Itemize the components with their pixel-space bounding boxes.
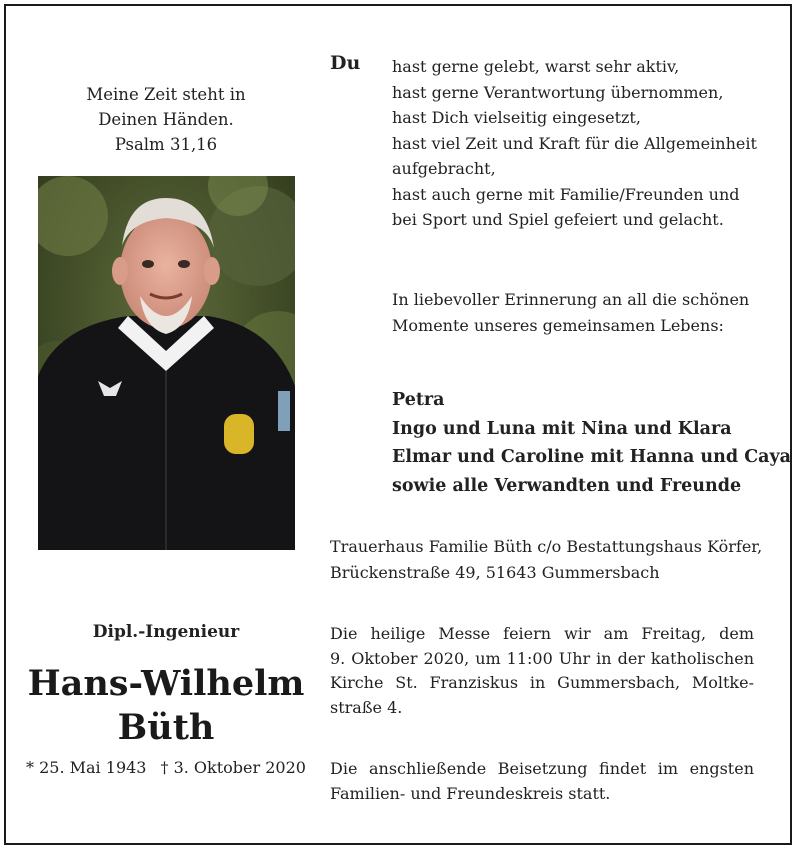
memory-line: In liebevoller Erinnerung an all die schönen — [392, 290, 750, 309]
portrait-photo — [38, 176, 295, 550]
birth-date: * 25. Mai 1943 — [26, 758, 147, 777]
mass-line: Kirche St. Franziskus in Gummersbach, Moltke- — [330, 673, 754, 692]
mass-line: straße 4. — [330, 697, 403, 717]
address-line: Brückenstraße 49, 51643 Gummersbach — [330, 563, 660, 582]
mourner-line: Elmar und Caroline mit Hanna und Caya — [392, 447, 791, 467]
poem-line: aufgebracht, — [392, 159, 496, 178]
portrait-photo-icon — [38, 176, 295, 550]
poem-line: hast auch gerne mit Familie/Freunden und — [392, 184, 740, 204]
mourning-address — [330, 534, 763, 586]
poem-line: hast gerne gelebt, warst sehr aktiv, — [392, 57, 680, 76]
mourner-line: sowie alle Verwandten und Freunde — [392, 475, 742, 496]
memory-line: Momente unseres gemeinsamen Lebens: — [392, 315, 724, 335]
poem-line: hast viel Zeit und Kraft für die Allgemeinheit — [392, 133, 757, 153]
deceased-name — [0, 662, 332, 750]
death-date: † 3. Oktober 2020 — [160, 758, 306, 777]
mourner-line: Ingo und Luna mit Nina und Klara — [392, 418, 732, 439]
poem-line: hast Dich vielseitig eingesetzt, — [392, 108, 641, 127]
mass-line: Die heilige Messe feiern wir am Freitag, dem — [330, 624, 754, 643]
mourners-list — [392, 386, 791, 500]
quote-line: Meine Zeit steht in — [86, 85, 246, 104]
address-line: Trauerhaus Familie Büth c/o Bestattungshaus Körfer, — [330, 537, 763, 556]
burial-line: Familien- und Freundeskreis statt. — [330, 783, 611, 803]
mass-line: 9. Oktober 2020, um 11:00 Uhr in der katholischen — [330, 648, 754, 668]
poem-line: hast gerne Verantwortung übernommen, — [392, 82, 724, 102]
bible-quote — [0, 82, 332, 157]
burial-line: Die anschließende Beisetzung findet im engsten — [330, 759, 754, 778]
poem-du: Du — [330, 52, 361, 74]
burial-notice — [330, 757, 754, 806]
left-column — [0, 0, 332, 851]
name-line-last: Büth — [117, 707, 215, 748]
academic-title: Dipl.-Ingenieur — [92, 622, 240, 642]
quote-line: Deinen Händen. — [98, 110, 234, 129]
mourner-line: Petra — [392, 390, 445, 410]
poem-line: bei Sport und Spiel gefeiert und gelacht. — [392, 210, 724, 229]
poem-text — [392, 54, 782, 233]
memory-text — [392, 287, 782, 338]
name-line-first: Hans-Wilhelm — [27, 663, 305, 704]
mass-notice — [330, 622, 754, 720]
life-dates — [0, 758, 332, 777]
quote-line: Psalm 31,16 — [114, 135, 218, 154]
